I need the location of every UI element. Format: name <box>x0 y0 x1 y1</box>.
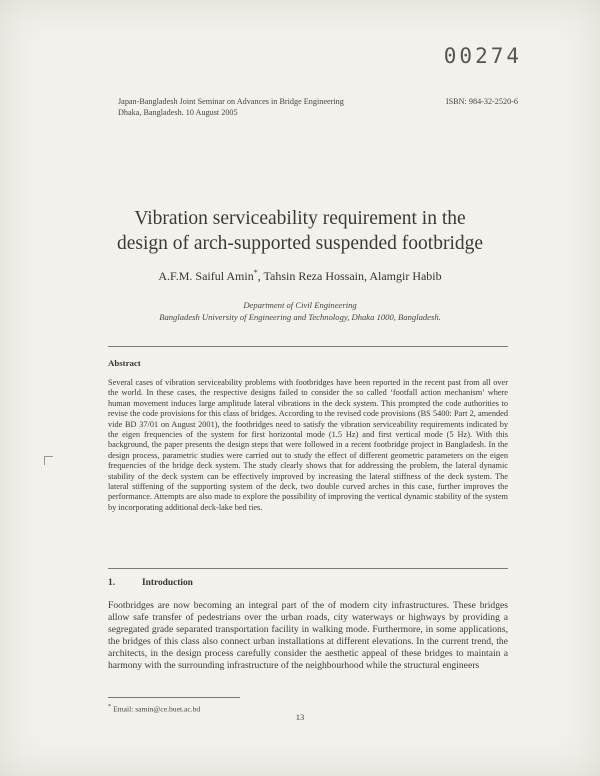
document-stamp-number: 00274 <box>443 44 522 68</box>
footnote-mark: * <box>108 703 112 710</box>
footnote-rule <box>108 697 240 698</box>
title-line-1: Vibration serviceability requirement in the <box>134 208 466 229</box>
section-title: Introduction <box>142 578 193 588</box>
abstract-top-rule <box>108 346 508 347</box>
affiliation-university: Bangladesh University of Engineering and Technology, Dhaka 1000, Bangladesh. <box>159 311 441 322</box>
section-heading <box>108 578 193 588</box>
margin-crop-mark <box>44 456 53 465</box>
title-line-2: design of arch-supported suspended footbridge <box>116 233 484 254</box>
introduction-body: Footbridges are now becoming an integral part of the of modern city infrastructures. These bridges allow safe transfer of pedestrians over the urban roads, city waterways or highways by providing a segregated grade separated transportation facility in walking mode. Furthermore, in some applications, the bridges of this class also connect urban installations at different elevations. In the current trend, the architects, in the design process carefully consider the aesthetic appeal of these bridges to maintain a harmony with the surrounding infrastructure of the neighbourhood while the structural engineers <box>108 600 508 672</box>
abstract-body: Several cases of vibration serviceability problems with footbridges have been reported in the recent past from all over the world. In these cases, the respective designs failed to consider the so called ‘footfall action mechanism’ where human movement induces large amplitude lateral vibrations in the deck system. This prompted the code authorities to revise the code provisions for this class of bridges. According to the revised code provisions (BS 5400: Part 2, amended vide BD 37/01 on August 2001), the footbridges need to satisfy the vibration serviceability requirements indicated by the eigen frequencies of the system for first horizontal mode (1.5 Hz) and first vertical mode (5 Hz). With this background, the paper presents the design steps that were followed in a recent footbridge project in Bangladesh. In the design process, parametric studies were carried out to study the effect of different geometric parameters on the eigen frequencies of the bridge deck system. The study clearly shows that for addressing the problem, the lateral dynamic stability of the deck system can be effectively improved by increasing the lateral stiffness of the deck system. The lateral stiffening of the supporting system of the deck, two double curved arches in this case, further improves the performance. Attempts are also made to explore the possibility of improving the vertical dynamic stability of the system by incorporating additional deck-lake bed ties. <box>108 378 508 512</box>
conference-name: Japan-Bangladesh Joint Seminar on Advances in Bridge Engineering <box>118 97 344 106</box>
abstract-bottom-rule <box>108 568 508 569</box>
affiliation-department: Department of Civil Engineering <box>243 300 357 310</box>
conference-header <box>118 96 518 118</box>
page-number: 13 <box>295 712 305 722</box>
author-first: A.F.M. Saiful Amin <box>158 269 254 283</box>
corresponding-mark: * <box>253 268 258 277</box>
section-number: 1. <box>108 578 116 588</box>
conference-date: Dhaka, Bangladesh. 10 August 2005 <box>118 108 238 117</box>
isbn: ISBN: 984-32-2520-6 <box>445 97 518 106</box>
abstract-heading: Abstract <box>108 358 141 368</box>
affiliation <box>60 300 540 323</box>
author-list <box>60 268 540 284</box>
paper-title <box>60 206 540 256</box>
author-others: , Tahsin Reza Hossain, Alamgir Habib <box>257 269 442 283</box>
footnote-email: Email: samin@ce.buet.ac.bd <box>111 704 201 714</box>
